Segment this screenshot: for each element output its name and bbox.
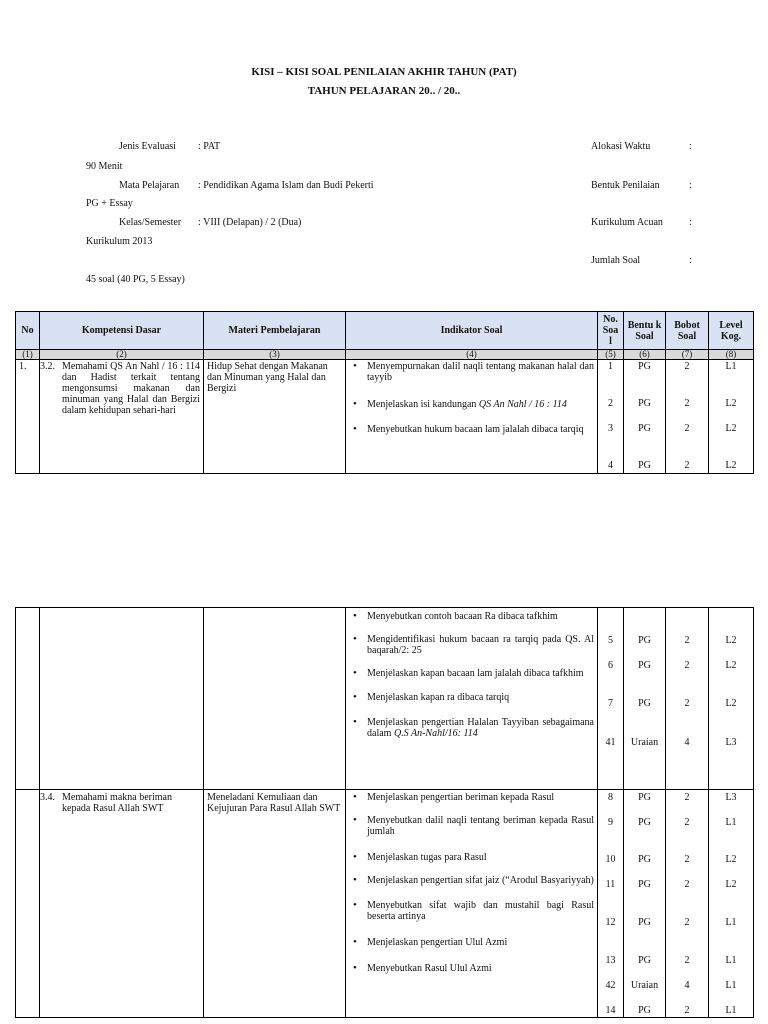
kd-number: 3.2. — [40, 361, 55, 372]
kompetensi-dasar-cell — [40, 790, 204, 1018]
indikator-item: • Menyebutkan contoh bacaan Ra dibaca tafkhim — [349, 611, 594, 622]
row-number — [16, 790, 40, 1018]
jumlah-soal-value: 45 soal (40 PG, 5 Essay) — [86, 274, 185, 285]
no-soal: 13 — [605, 955, 616, 966]
materi-cell: Meneladani Kemuliaan dan Kejujuran Para Rasul Allah SWT — [204, 790, 346, 1018]
level-kognitif: L1 — [725, 817, 737, 828]
alokasi-waktu-value: 90 Menit — [86, 161, 123, 172]
kurikulum-acuan-value: Kurikulum 2013 — [86, 236, 153, 247]
bentuk-soal: PG — [638, 361, 651, 372]
indikator-item: • Menjelaskan pengertian Ulul Azmi — [349, 937, 594, 948]
no-soal: 7 — [608, 698, 613, 709]
level-kognitif: L1 — [725, 955, 737, 966]
indikator-item: • Mengidentifikasi hukum bacaan ra tarqiq pada QS. Al baqarah/2: 25 — [349, 634, 594, 656]
no-soal: 2 — [608, 398, 613, 409]
bobot-soal-cell — [666, 360, 709, 474]
level-kognitif: L1 — [725, 917, 737, 928]
indikator-item: • Menjelaskan kapan bacaan lam jalalah dibaca tafkhim — [349, 668, 594, 679]
header-level-kognitif: Level Kog. — [709, 312, 754, 350]
level-kognitif: L1 — [725, 1005, 737, 1016]
column-number: (1) — [16, 350, 40, 360]
bentuk-soal: PG — [638, 635, 651, 646]
bentuk-soal-cell — [624, 790, 666, 1018]
kd-text: Memahami QS An Nahl / 16 : 114 dan Hadist terkait tentang mengonsumsi makanan dan minuman yang Halal dan Bergizi dalam kehidupan sehari-hari — [62, 361, 200, 416]
bobot-soal: 2 — [684, 423, 690, 434]
table-row — [16, 360, 754, 474]
materi-cell — [204, 608, 346, 790]
level-kognitif: L2 — [725, 879, 737, 890]
indikator-item: • Menyebutkan hukum bacaan lam jalalah dibaca tarqiq — [349, 424, 594, 435]
bobot-soal-cell — [666, 608, 709, 790]
bentuk-soal: PG — [638, 955, 651, 966]
column-number-row — [16, 350, 754, 360]
bobot-soal: 4 — [684, 737, 690, 748]
bobot-soal: 2 — [684, 361, 690, 372]
no-soal: 41 — [605, 737, 616, 748]
bobot-soal: 2 — [684, 660, 690, 671]
no-soal-cell — [598, 608, 624, 790]
bobot-soal: 2 — [684, 817, 690, 828]
table-row — [16, 608, 754, 790]
level-kognitif-cell — [709, 790, 754, 1018]
bentuk-soal-cell — [624, 360, 666, 474]
bentuk-soal: PG — [638, 817, 651, 828]
bentuk-soal: PG — [638, 698, 651, 709]
indikator-item: • Menjelaskan pengertian beriman kepada Rasul — [349, 792, 594, 803]
bobot-soal: 2 — [684, 854, 690, 865]
column-number: (6) — [624, 350, 666, 360]
indikator-cell — [346, 608, 598, 790]
column-number: (5) — [598, 350, 624, 360]
kd-number: 3.4. — [40, 792, 55, 803]
bobot-soal: 2 — [684, 698, 690, 709]
bentuk-soal: PG — [638, 854, 651, 865]
bentuk-soal-cell — [624, 608, 666, 790]
indikator-cell — [346, 790, 598, 1018]
column-number: (2) — [40, 350, 204, 360]
bobot-soal: 2 — [684, 398, 690, 409]
header-bobot-soal: Bobot Soal — [666, 312, 709, 350]
bentuk-penilaian-value: PG + Essay — [86, 198, 133, 209]
materi-cell: Hidup Sehat dengan Makanan dan Minuman yang Halal dan Bergizi — [204, 360, 346, 474]
bobot-soal: 4 — [684, 980, 690, 991]
jenis-evaluasi-label: Jenis Evaluasi — [119, 141, 176, 152]
level-kognitif: L2 — [725, 635, 737, 646]
column-number: (8) — [709, 350, 754, 360]
bobot-soal: 2 — [684, 879, 690, 890]
level-kognitif: L2 — [725, 660, 737, 671]
bentuk-soal: PG — [638, 1005, 651, 1016]
jumlah-soal-label: Jumlah Soal — [591, 255, 641, 266]
table-header-row — [16, 312, 754, 350]
level-kognitif: L1 — [725, 361, 737, 372]
row-number — [16, 608, 40, 790]
indikator-item: • Menjelaskan pengertian sifat jaiz (“Arodul Basyariyyah) — [349, 875, 594, 886]
kisi-table-page1 — [15, 311, 754, 474]
no-soal-cell — [598, 360, 624, 474]
no-soal: 3 — [608, 423, 613, 434]
indikator-item: • Menjelaskan pengertian Halalan Tayyiban sebagaimana dalam Q.S An-Nahl/16: 114 — [349, 717, 594, 739]
indikator-item: • Menyebutkan dalil naqli tentang beriman kepada Rasul jumlah — [349, 815, 594, 837]
bobot-soal-cell — [666, 790, 709, 1018]
no-soal: 12 — [605, 917, 616, 928]
bobot-soal: 2 — [684, 955, 690, 966]
document-subtitle: TAHUN PELAJARAN 20.. / 20.. — [307, 85, 461, 97]
bentuk-soal: PG — [638, 423, 651, 434]
no-soal: 1 — [608, 361, 613, 372]
level-kognitif-cell — [709, 360, 754, 474]
no-soal: 10 — [605, 854, 616, 865]
indikator-item: • Menyebutkan Rasul Ulul Azmi — [349, 963, 594, 974]
mata-pelajaran-value: : Pendidikan Agama Islam dan Budi Pekerti — [198, 180, 374, 191]
indikator-item: • Menjelaskan tugas para Rasul — [349, 852, 594, 863]
no-soal: 9 — [608, 817, 613, 828]
bentuk-soal: PG — [638, 660, 651, 671]
level-kognitif: L2 — [725, 423, 737, 434]
indikator-item: • Menjelaskan isi kandungan QS An Nahl / 16 : 114 — [349, 399, 594, 410]
no-soal: 8 — [608, 792, 613, 803]
no-soal-cell — [598, 790, 624, 1018]
bobot-soal: 2 — [684, 460, 690, 471]
document-title: KISI – KISI SOAL PENILAIAN AKHIR TAHUN (PAT) — [251, 66, 517, 78]
level-kognitif: L2 — [725, 854, 737, 865]
row-number: 1. — [16, 360, 40, 474]
level-kognitif: L3 — [725, 792, 737, 803]
header-kompetensi-dasar: Kompetensi Dasar — [40, 312, 204, 350]
indikator-item: • Menyempurnakan dalil naqli tentang makanan halal dan tayyib — [349, 361, 594, 383]
bentuk-penilaian-colon: : — [689, 180, 692, 191]
level-kognitif-cell — [709, 608, 754, 790]
bentuk-soal: PG — [638, 398, 651, 409]
no-soal: 42 — [605, 980, 616, 991]
header-materi: Materi Pembelajaran — [204, 312, 346, 350]
bobot-soal: 2 — [684, 917, 690, 928]
kompetensi-dasar-cell — [40, 608, 204, 790]
no-soal: 6 — [608, 660, 613, 671]
bentuk-soal: PG — [638, 460, 651, 471]
column-number: (7) — [666, 350, 709, 360]
kompetensi-dasar-cell — [40, 360, 204, 474]
bobot-soal: 2 — [684, 1005, 690, 1016]
header-no: No — [16, 312, 40, 350]
bentuk-penilaian-label: Bentuk Penilaian — [591, 180, 660, 191]
no-soal: 5 — [608, 635, 613, 646]
level-kognitif: L2 — [725, 398, 737, 409]
bobot-soal: 2 — [684, 635, 690, 646]
level-kognitif: L1 — [725, 980, 737, 991]
column-number: (3) — [204, 350, 346, 360]
bentuk-soal: PG — [638, 879, 651, 890]
alokasi-waktu-label: Alokasi Waktu — [591, 141, 651, 152]
bentuk-soal: Uraian — [630, 980, 659, 991]
alokasi-waktu-colon: : — [689, 141, 692, 152]
no-soal: 4 — [608, 460, 613, 471]
header-no-soal: No. Soa l — [598, 312, 624, 350]
bentuk-soal: PG — [638, 917, 651, 928]
no-soal: 14 — [605, 1005, 616, 1016]
kisi-table-page2 — [15, 607, 754, 1018]
level-kognitif: L3 — [725, 737, 737, 748]
column-number: (4) — [346, 350, 598, 360]
kurikulum-acuan-colon: : — [689, 217, 692, 228]
jumlah-soal-colon: : — [689, 255, 692, 266]
level-kognitif: L2 — [725, 698, 737, 709]
mata-pelajaran-label: Mata Pelajaran — [119, 180, 180, 191]
header-bentuk-soal: Bentu k Soal — [624, 312, 666, 350]
level-kognitif: L2 — [725, 460, 737, 471]
kelas-semester-value: : VIII (Delapan) / 2 (Dua) — [198, 217, 302, 228]
indikator-item: • Menjelaskan kapan ra dibaca tarqiq — [349, 692, 594, 703]
header-indikator: Indikator Soal — [346, 312, 598, 350]
kd-text: Memahami makna beriman kepada Rasul Allah SWT — [62, 792, 172, 814]
bentuk-soal: Uraian — [630, 737, 659, 748]
jenis-evaluasi-value: : PAT — [198, 141, 221, 152]
bobot-soal: 2 — [684, 792, 690, 803]
table-row — [16, 790, 754, 1018]
indikator-cell — [346, 360, 598, 474]
no-soal: 11 — [605, 879, 616, 890]
kurikulum-acuan-label: Kurikulum Acuan — [591, 217, 663, 228]
kelas-semester-label: Kelas/Semester — [119, 217, 182, 228]
bentuk-soal: PG — [638, 792, 651, 803]
indikator-item: • Menyebutkan sifat wajib dan mustahil bagi Rasul beserta artinya — [349, 900, 594, 922]
